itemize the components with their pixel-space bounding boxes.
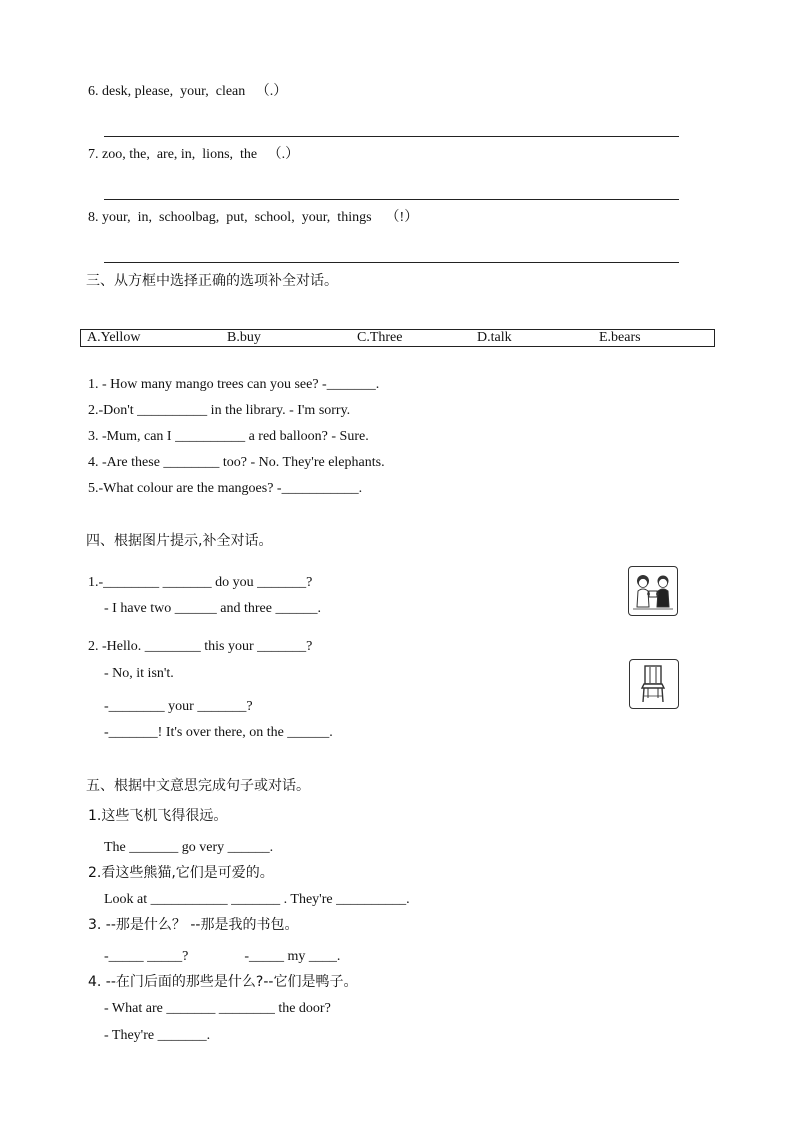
options-box xyxy=(80,329,715,347)
translation-4-chinese: 4. --在门后面的那些是什么?--它们是鸭子。 xyxy=(88,974,358,990)
answer-line-6[interactable] xyxy=(104,136,679,137)
children-sharing-picture xyxy=(628,566,678,616)
picture-question-1-line-1: 1.-________ _______ do you _______? xyxy=(88,575,313,590)
dialog-question-2: 2.-Don't __________ in the library. - I'm sorry. xyxy=(88,403,351,418)
section-4-heading: 四、根据图片提示,补全对话。 xyxy=(86,533,273,549)
section-5-heading: 五、根据中文意思完成句子或对话。 xyxy=(86,778,310,794)
option-c: C.Three xyxy=(357,330,403,345)
picture-question-2-line-1: 2. -Hello. ________ this your _______? xyxy=(88,639,313,654)
translation-4-english: - What are _______ ________ the door? xyxy=(104,1001,331,1016)
answer-line-8[interactable] xyxy=(104,262,679,263)
picture-question-1-line-2: - I have two ______ and three ______. xyxy=(104,601,321,616)
option-b: B.buy xyxy=(227,330,261,345)
dialog-question-4: 4. -Are these ________ too? - No. They're elephants. xyxy=(88,455,385,470)
option-d: D.talk xyxy=(477,330,512,345)
translation-2-chinese: 2.看这些熊猫,它们是可爱的。 xyxy=(88,865,274,881)
chair-picture xyxy=(629,659,679,709)
question-6: 6. desk, please, your, clean （.） xyxy=(88,84,288,99)
dialog-question-5: 5.-What colour are the mangoes? -___________. xyxy=(88,481,363,496)
translation-1-chinese: 1.这些飞机飞得很远。 xyxy=(88,808,228,824)
option-e: E.bears xyxy=(599,330,641,345)
picture-question-2-line-3: -________ your _______? xyxy=(104,699,253,714)
translation-1-english: The _______ go very ______. xyxy=(104,840,274,855)
section-3-heading: 三、从方框中选择正确的选项补全对话。 xyxy=(86,273,338,289)
answer-line-7[interactable] xyxy=(104,199,679,200)
picture-question-2-line-2: - No, it isn't. xyxy=(104,666,174,681)
question-8: 8. your, in, schoolbag, put, school, your, things （!） xyxy=(88,210,419,225)
translation-3-english: -_____ _____? -_____ my ____. xyxy=(104,949,341,964)
translation-3-chinese: 3. --那是什么？ --那是我的书包。 xyxy=(88,917,299,933)
question-7: 7. zoo, the, are, in, lions, the （.） xyxy=(88,147,300,162)
option-a: A.Yellow xyxy=(87,330,141,345)
picture-question-2-line-4: -_______! It's over there, on the ______. xyxy=(104,725,333,740)
dialog-question-3: 3. -Mum, can I __________ a red balloon? - Sure. xyxy=(88,429,369,444)
dialog-question-1: 1. - How many mango trees can you see? -_______. xyxy=(88,377,380,392)
translation-2-english: Look at ___________ _______ . They're __________. xyxy=(104,892,410,907)
translation-4-english-reply: - They're _______. xyxy=(104,1028,211,1043)
